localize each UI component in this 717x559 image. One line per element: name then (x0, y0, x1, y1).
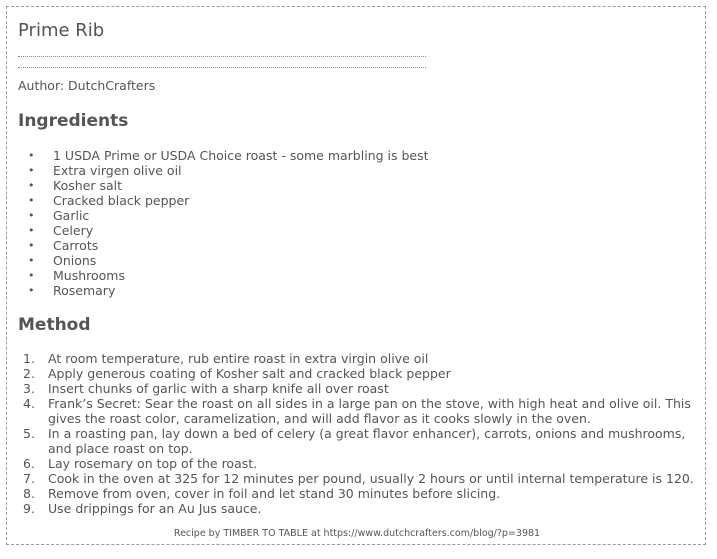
step-text: Cook in the oven at 325 for 12 minutes per pound, usually 2 hours or until internal temperature is 120. (48, 471, 694, 486)
method-heading: Method (18, 315, 91, 335)
step-text: Apply generous coating of Kosher salt and cracked black pepper (48, 366, 451, 381)
step-text: Remove from oven, cover in foil and let stand 30 minutes before slicing. (48, 486, 501, 501)
step-number: 4. (23, 396, 35, 411)
ingredient-item: • Celery (18, 223, 429, 238)
method-step (18, 396, 698, 426)
divider (18, 67, 426, 68)
method-step (18, 381, 698, 396)
step-number: 2. (23, 366, 35, 381)
method-step (18, 426, 698, 456)
method-step (18, 471, 698, 486)
recipe-card (6, 6, 706, 545)
step-text: Use drippings for an Au Jus sauce. (48, 501, 262, 516)
step-number: 3. (23, 381, 35, 396)
step-text: Insert chunks of garlic with a sharp knife all over roast (48, 381, 389, 396)
method-step (18, 351, 698, 366)
step-text: At room temperature, rub entire roast in extra virgin olive oil (48, 351, 429, 366)
ingredient-item: • Rosemary (18, 283, 429, 298)
step-text: In a roasting pan, lay down a bed of celery (a great flavor enhancer), carrots, onions and mushrooms, and place roast on top. (48, 426, 686, 456)
ingredients-heading: Ingredients (18, 111, 129, 131)
ingredient-item: • Kosher salt (18, 178, 429, 193)
ingredient-item: • Extra virgen olive oil (18, 163, 429, 178)
method-step (18, 456, 698, 471)
ingredient-item: • Mushrooms (18, 268, 429, 283)
ingredient-item: • 1 USDA Prime or USDA Choice roast - some marbling is best (18, 148, 429, 163)
step-number: 9. (23, 501, 35, 516)
ingredient-item: • Onions (18, 253, 429, 268)
step-text: Frank’s Secret: Sear the roast on all sides in a large pan on the stove, with high heat and olive oil. This gives the roast color, caramelization, and will add flavor as it cooks slowly in the oven. (48, 396, 691, 426)
method-step (18, 366, 698, 381)
step-number: 1. (23, 351, 35, 366)
step-number: 5. (23, 426, 35, 441)
ingredients-list (18, 148, 429, 298)
divider (18, 56, 426, 57)
method-step (18, 501, 698, 516)
method-list (18, 351, 698, 516)
recipe-author: Author: DutchCrafters (18, 78, 156, 93)
ingredient-item: • Garlic (18, 208, 429, 223)
step-text: Lay rosemary on top of the roast. (48, 456, 258, 471)
step-number: 8. (23, 486, 35, 501)
recipe-credit: Recipe by TIMBER TO TABLE at https://www.dutchcrafters.com/blog/?p=3981 (173, 528, 541, 539)
step-number: 6. (23, 456, 35, 471)
ingredient-item: • Cracked black pepper (18, 193, 429, 208)
method-step (18, 486, 698, 501)
recipe-title: Prime Rib (18, 20, 105, 41)
ingredient-item: • Carrots (18, 238, 429, 253)
step-number: 7. (23, 471, 35, 486)
